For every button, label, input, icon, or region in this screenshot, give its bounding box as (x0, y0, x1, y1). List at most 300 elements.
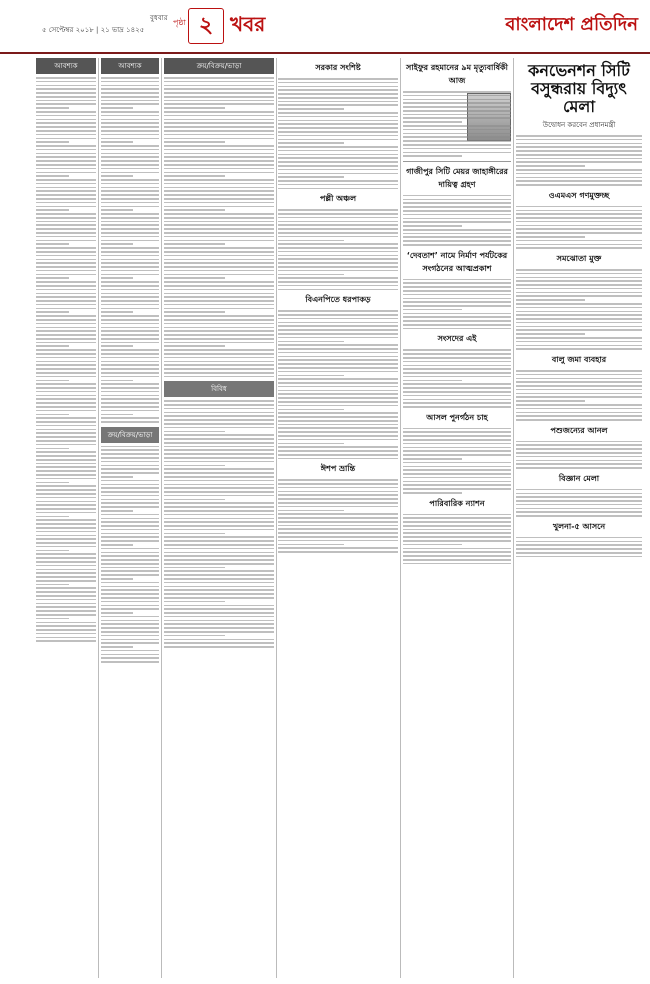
text-line (101, 304, 159, 306)
text-line (278, 213, 398, 215)
text-line (516, 456, 642, 458)
text-line (101, 570, 159, 572)
text-line (36, 92, 96, 94)
text-line (101, 81, 159, 83)
text-line (516, 288, 642, 290)
text-line (101, 179, 159, 181)
text-line (36, 546, 96, 548)
text-line (101, 616, 159, 618)
text-line (403, 399, 511, 401)
text-line (403, 148, 511, 150)
text-line (516, 441, 642, 443)
text-line (403, 102, 511, 104)
text-line (278, 386, 398, 388)
text-line (278, 371, 398, 373)
text-line (278, 258, 398, 260)
text-line (403, 144, 511, 146)
text-line (101, 476, 133, 478)
text-line (403, 152, 511, 154)
text-line (516, 552, 642, 554)
article-body (516, 206, 642, 249)
text-line (516, 515, 642, 517)
article-body (403, 514, 511, 565)
text-line (278, 93, 398, 95)
text-line (403, 473, 511, 475)
text-line (403, 559, 511, 561)
text-line (403, 481, 511, 483)
text-line (403, 521, 511, 523)
text-line (101, 194, 159, 196)
text-line (278, 397, 398, 399)
text-line (101, 126, 159, 128)
text-line (36, 618, 69, 620)
text-line (101, 593, 159, 595)
text-line (403, 529, 511, 531)
text-line (101, 574, 159, 576)
text-line (36, 459, 96, 461)
text-line (403, 328, 511, 330)
text-line (278, 491, 398, 493)
text-line (101, 168, 159, 170)
text-line (36, 357, 96, 359)
text-line (101, 544, 133, 546)
text-line (278, 487, 398, 489)
text-line (101, 315, 159, 317)
text-line (403, 548, 511, 550)
text-line (101, 92, 159, 94)
article-headline: সমঝোতা মুক্ত (556, 253, 602, 263)
text-line (36, 243, 69, 245)
text-line (278, 277, 398, 279)
text-line (36, 206, 96, 208)
text-line (516, 412, 642, 414)
text-line (516, 496, 642, 498)
text-line (516, 161, 642, 163)
text-line (36, 164, 96, 166)
text-line (101, 293, 159, 295)
text-line (278, 551, 398, 553)
text-line (36, 478, 96, 480)
article-headline: খুলনা-৫ আসনে (552, 521, 606, 531)
text-line (36, 561, 96, 563)
text-line (36, 217, 96, 219)
text-line (403, 551, 511, 553)
article-body (278, 479, 398, 552)
text-line (403, 544, 462, 546)
text-line (36, 565, 96, 567)
text-line (36, 432, 96, 434)
text-line (278, 281, 398, 283)
text-line (36, 168, 96, 170)
text-line (36, 508, 96, 510)
text-line (101, 506, 159, 508)
text-line (101, 96, 159, 98)
text-line (36, 77, 96, 79)
text-line (278, 240, 344, 242)
text-line (36, 376, 96, 378)
text-line (36, 391, 96, 393)
text-line (278, 424, 398, 426)
text-line (403, 117, 511, 119)
text-line (36, 85, 96, 87)
text-line (516, 333, 585, 335)
text-line (278, 375, 344, 377)
text-line (36, 425, 96, 427)
text-line (36, 493, 96, 495)
text-line (36, 236, 96, 238)
text-line (516, 370, 642, 372)
text-line (278, 173, 398, 175)
text-line (516, 280, 642, 282)
text-line (101, 642, 159, 644)
text-line (36, 247, 96, 249)
text-line (278, 217, 398, 219)
text-line (403, 387, 511, 389)
text-line (36, 448, 69, 450)
text-line (36, 141, 69, 143)
text-line (36, 516, 69, 518)
page-label: পৃষ্ঠা (173, 18, 186, 27)
text-line (101, 198, 159, 200)
text-line (36, 466, 96, 468)
text-line (101, 213, 159, 215)
text-line (101, 228, 159, 230)
text-line (101, 536, 159, 538)
text-line (101, 578, 133, 580)
text-line (36, 501, 96, 503)
text-line (278, 139, 398, 141)
text-line (278, 112, 398, 114)
text-line (101, 582, 159, 584)
text-line (36, 115, 96, 117)
text-line (516, 508, 642, 510)
text-line (278, 180, 398, 182)
text-line (278, 494, 398, 496)
article-headline: ‘দেবতাশ’ নামে নির্মাণ পর্যটকের সংগঠনের আত্মপ্রকাশ (406, 250, 508, 273)
text-line (101, 138, 159, 140)
text-line (278, 322, 398, 324)
text-line (516, 537, 642, 539)
text-line (36, 463, 96, 465)
text-line (403, 469, 511, 471)
text-line (403, 435, 511, 437)
text-line (278, 89, 398, 91)
text-line (403, 458, 462, 460)
text-line (36, 209, 69, 211)
text-line (36, 334, 96, 336)
text-line (36, 130, 96, 132)
text-line (36, 387, 96, 389)
text-line (101, 160, 159, 162)
text-line (101, 484, 159, 486)
text-line (36, 179, 96, 181)
text-line (278, 513, 398, 515)
text-line (101, 281, 159, 283)
text-line (403, 361, 511, 363)
text-line (278, 405, 398, 407)
text-line (36, 455, 96, 457)
text-line (278, 262, 398, 264)
text-line (101, 164, 159, 166)
text-line (403, 492, 462, 494)
text-line (278, 390, 398, 392)
text-line (278, 120, 398, 122)
text-line (36, 342, 96, 344)
text-line (516, 408, 642, 410)
text-line (278, 510, 344, 512)
text-line (101, 243, 133, 245)
text-line (36, 417, 96, 419)
text-line (36, 81, 96, 83)
text-line (36, 576, 96, 578)
text-line (516, 400, 585, 402)
text-line (36, 224, 96, 226)
text-line (36, 323, 96, 325)
text-line (101, 552, 159, 554)
text-line (516, 326, 642, 328)
text-line (278, 243, 398, 245)
text-line (278, 184, 398, 186)
text-line (516, 544, 642, 546)
text-line (516, 548, 642, 550)
text-line (403, 199, 511, 201)
text-line (101, 327, 159, 329)
text-line (101, 406, 159, 408)
text-line (516, 143, 642, 145)
text-line (101, 457, 159, 459)
text-line (36, 240, 96, 242)
text-line (516, 348, 642, 350)
article-headline: পল্লী অঞ্চল (319, 194, 357, 204)
text-line (516, 489, 642, 491)
text-line (36, 228, 96, 230)
text-line (101, 510, 133, 512)
text-line (278, 188, 398, 190)
text-line (278, 318, 398, 320)
text-line (101, 277, 133, 279)
text-line (278, 479, 398, 481)
text-line (101, 247, 159, 249)
text-line (36, 100, 96, 102)
text-line (36, 138, 96, 140)
text-line (36, 414, 69, 416)
text-line (278, 221, 398, 223)
classified-text-block (101, 446, 159, 663)
text-line (101, 338, 159, 340)
text-line (101, 495, 159, 497)
text-line (101, 119, 159, 121)
issue-date: ৫ সেপ্টেম্বর ২০১৮ | ২১ ভাদ্র ১৪২৫ (42, 26, 145, 34)
text-line (403, 525, 511, 527)
text-line (101, 597, 159, 599)
text-line (101, 376, 159, 378)
text-line (36, 542, 96, 544)
text-line (516, 389, 642, 391)
text-line (403, 316, 511, 318)
text-line (36, 319, 96, 321)
text-line (516, 213, 642, 215)
article-headline: বিজ্ঞান মেলা (558, 473, 600, 483)
text-line (36, 406, 96, 408)
text-line (516, 500, 642, 502)
text-line (36, 315, 96, 317)
text-line (516, 158, 642, 160)
text-line (403, 225, 462, 227)
text-line (278, 86, 398, 88)
text-line (403, 95, 511, 97)
text-line (403, 244, 511, 246)
text-line (278, 536, 398, 538)
text-line (101, 465, 159, 467)
text-line (36, 353, 96, 355)
text-line (36, 300, 96, 302)
text-line (101, 308, 159, 310)
text-line (36, 122, 96, 124)
text-line (101, 521, 159, 523)
text-line (36, 330, 96, 332)
text-line (36, 603, 96, 605)
text-line (403, 221, 511, 223)
text-line (36, 553, 96, 555)
text-line (278, 161, 398, 163)
text-line (36, 198, 96, 200)
text-line (278, 439, 398, 441)
text-line (101, 559, 159, 561)
text-line (516, 303, 642, 305)
text-line (403, 155, 462, 157)
text-line (36, 440, 96, 442)
text-line (278, 255, 398, 257)
text-line (403, 532, 511, 534)
article-headline: সাইফুর রহমানের ৯ম মৃত্যুবার্ষিকী আজ (406, 63, 508, 85)
classified-text-block (101, 77, 159, 423)
text-line (403, 383, 511, 385)
text-line (36, 304, 96, 306)
text-line (516, 345, 642, 347)
text-line (101, 88, 159, 90)
text-line (403, 301, 511, 303)
text-line (278, 123, 398, 125)
text-line (101, 270, 159, 272)
text-line (278, 108, 344, 110)
text-line (403, 298, 511, 300)
text-line (516, 177, 642, 179)
text-line (101, 518, 159, 520)
article-headline: বিএনপিতে ধরপাকড় (305, 295, 371, 305)
text-line (36, 293, 96, 295)
lead-subheadline: উদ্বোধন করবেন প্রধানমন্ত্রী (542, 121, 616, 129)
text-line (101, 391, 159, 393)
text-line (278, 517, 398, 519)
text-line (516, 463, 642, 465)
text-line (101, 240, 159, 242)
text-line (36, 103, 96, 105)
text-line (101, 567, 159, 569)
text-line (36, 421, 96, 423)
text-line (516, 247, 642, 249)
text-line (36, 126, 96, 128)
text-line (36, 202, 96, 204)
text-line (101, 141, 133, 143)
text-line (36, 474, 96, 476)
classified-category: বিবিধ (164, 381, 274, 397)
text-line (101, 107, 133, 109)
divider (403, 161, 511, 162)
text-line (36, 153, 96, 155)
text-line (278, 236, 398, 238)
article-body (278, 310, 398, 459)
text-line (403, 406, 511, 408)
text-line (36, 134, 96, 136)
text-line (36, 96, 96, 98)
text-line (101, 134, 159, 136)
text-line (36, 402, 96, 404)
text-line (36, 221, 96, 223)
text-line (36, 213, 96, 215)
text-line (516, 511, 642, 513)
text-line (278, 359, 398, 361)
text-line (403, 555, 511, 557)
text-line (101, 183, 159, 185)
text-line (101, 153, 159, 155)
text-line (101, 172, 159, 174)
article-body (403, 279, 511, 330)
text-line (36, 482, 69, 484)
section-name: খবর (230, 12, 266, 36)
text-line (403, 477, 511, 479)
text-line (516, 240, 642, 242)
text-line (101, 631, 159, 633)
text-line (101, 398, 159, 400)
text-line (516, 225, 642, 227)
text-line (516, 206, 642, 208)
text-line (101, 646, 133, 648)
text-line (516, 295, 642, 297)
text-line (101, 259, 159, 261)
article-body (516, 269, 642, 350)
text-line (278, 393, 398, 395)
text-line (101, 221, 159, 223)
text-line (36, 535, 96, 537)
text-line (516, 292, 642, 294)
text-line (101, 209, 133, 211)
text-line (101, 461, 159, 463)
text-line (516, 232, 642, 234)
text-line (516, 393, 642, 395)
column-divider (276, 58, 277, 978)
text-line (36, 395, 96, 397)
text-line (36, 470, 96, 472)
text-line (36, 190, 96, 192)
text-line (101, 232, 159, 234)
text-line (101, 236, 159, 238)
article-body (278, 78, 398, 189)
text-line (403, 218, 511, 220)
text-line (101, 300, 159, 302)
text-line (278, 458, 398, 460)
text-line (516, 396, 642, 398)
text-line (278, 101, 398, 103)
text-line (36, 119, 96, 121)
text-line (101, 380, 133, 382)
article-body (516, 370, 642, 421)
text-line (516, 173, 642, 175)
article-headline: বালু জমা ব্যবহার (551, 354, 607, 364)
text-line (101, 620, 159, 622)
text-line (403, 320, 511, 322)
text-line (36, 398, 96, 400)
text-line (516, 381, 642, 383)
